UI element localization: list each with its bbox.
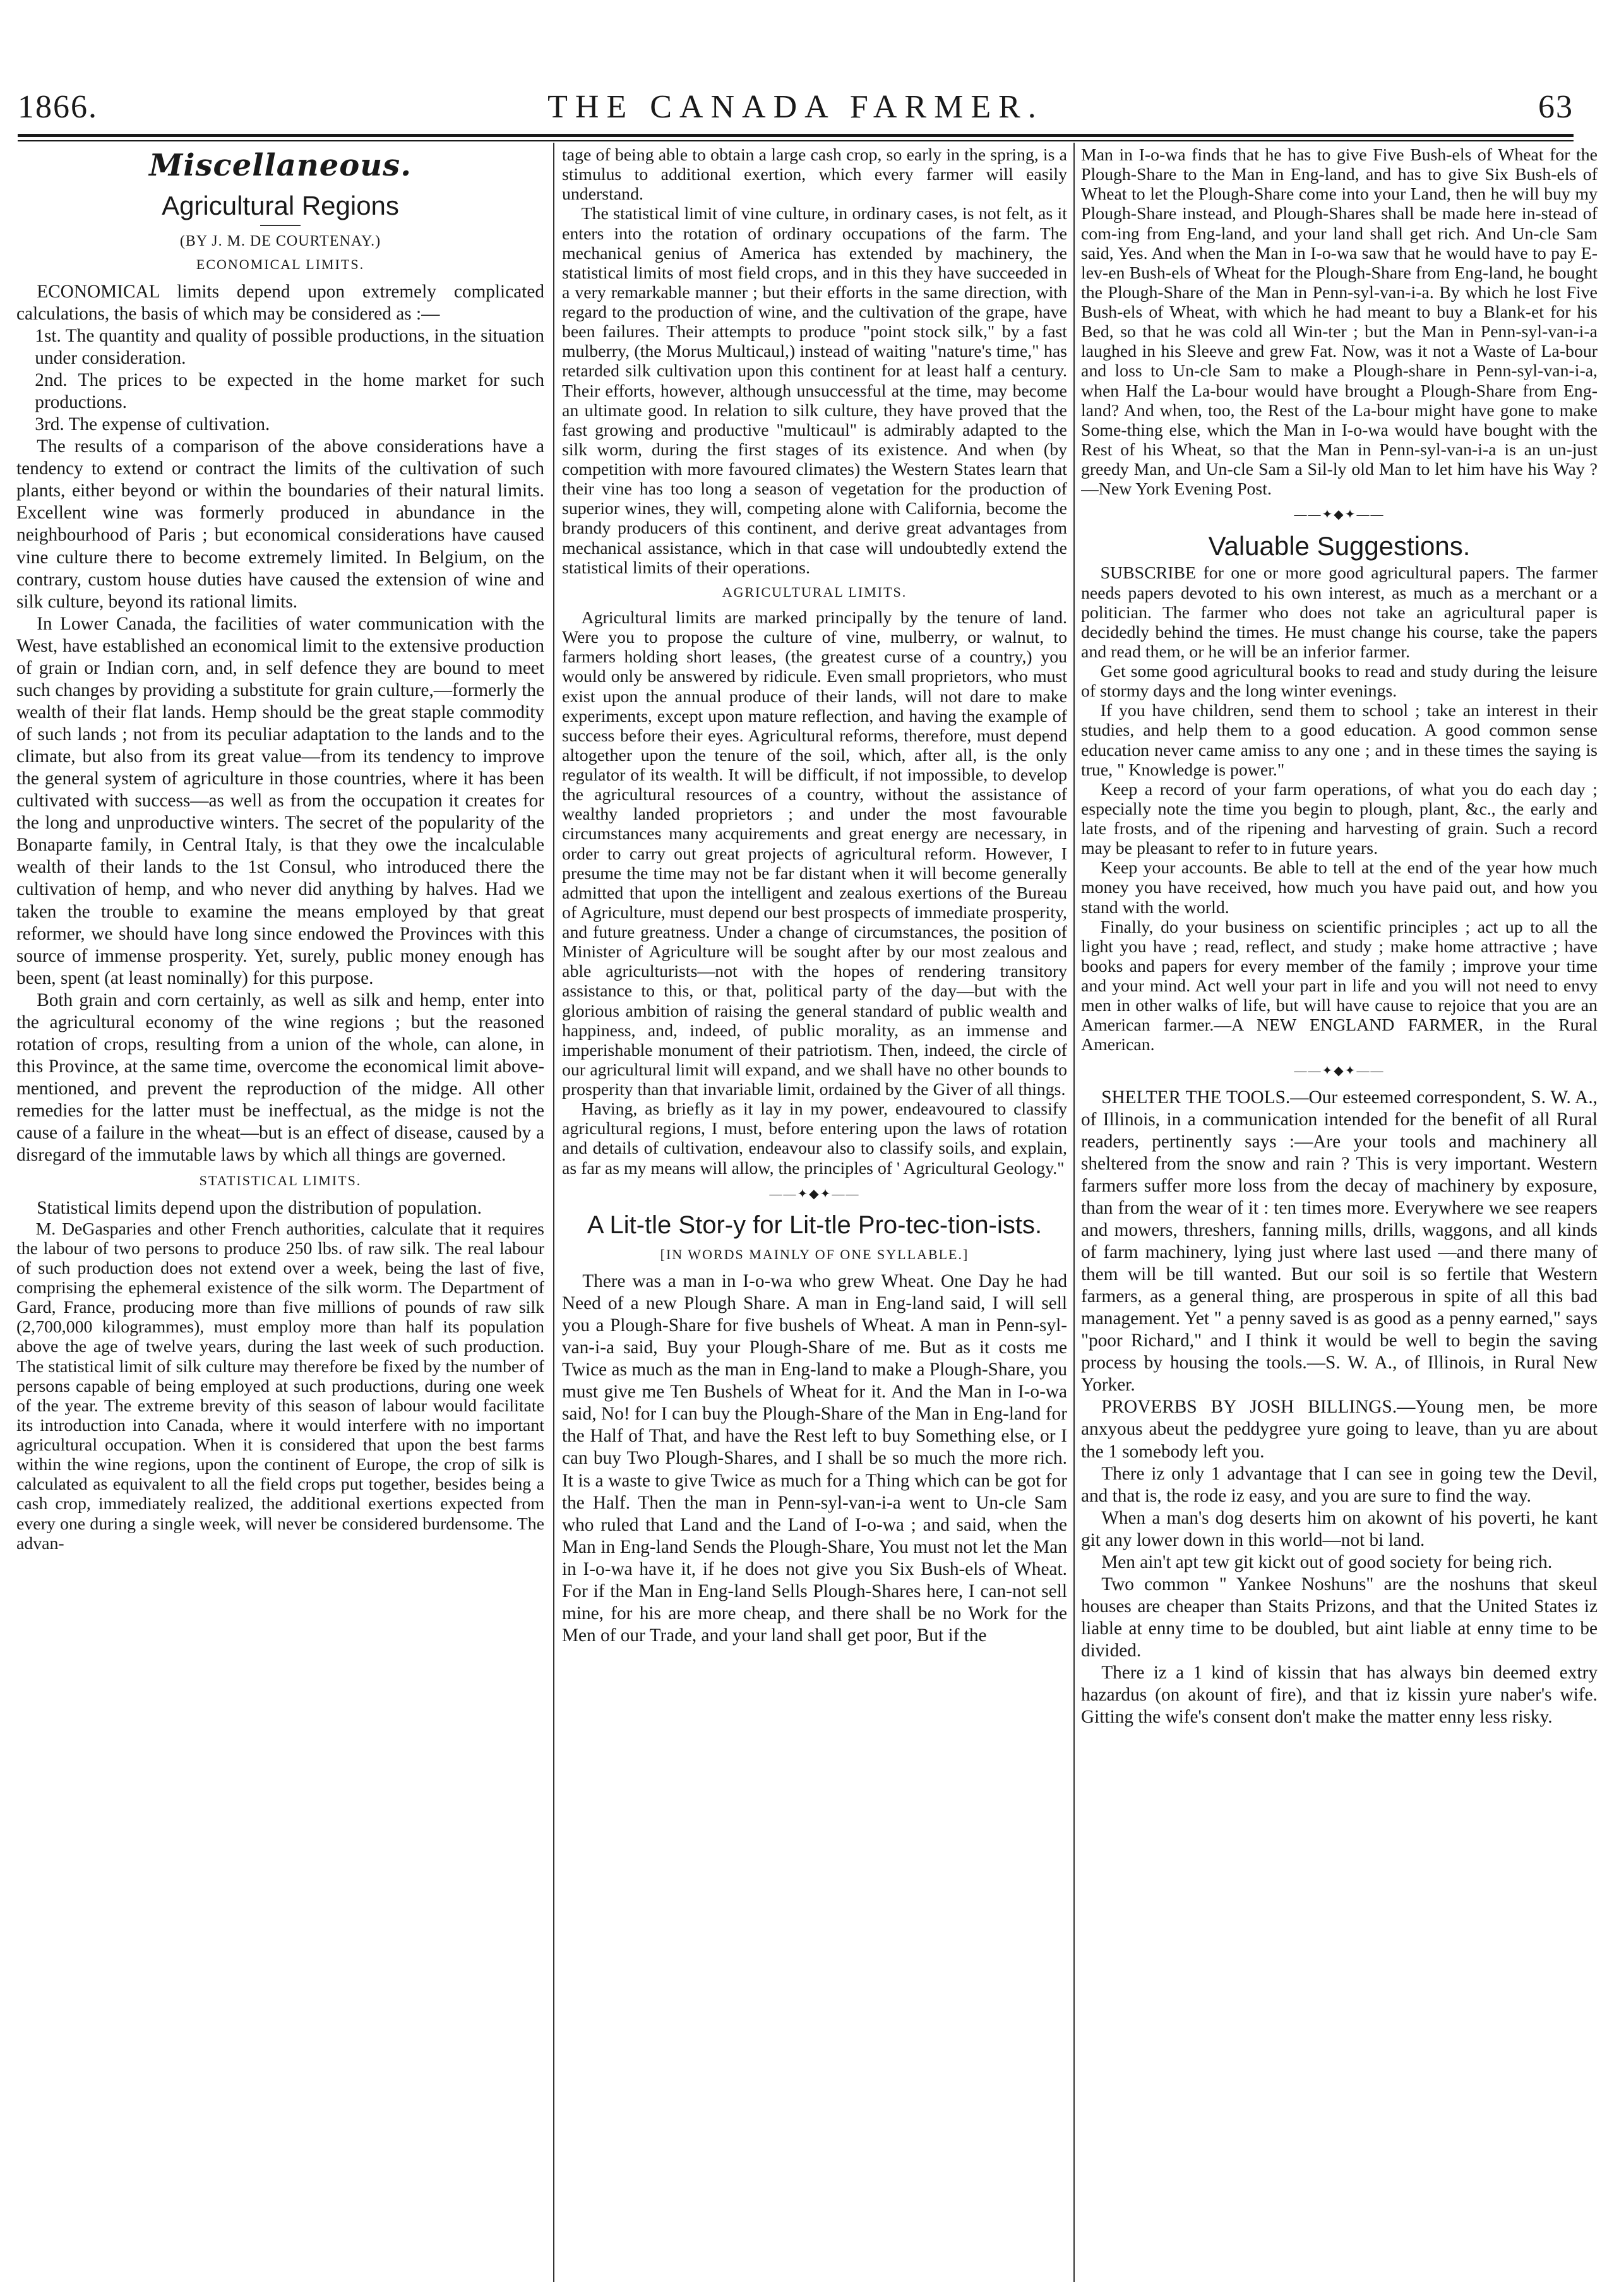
list-item: 2nd. The prices to be expected in the home market for such productions. [35, 370, 544, 413]
paragraph: Men ain't apt tew git kickt out of good society for being rich. [1101, 1552, 1553, 1572]
masthead [18, 81, 1574, 135]
paragraph: There iz a 1 kind of kissin that has always bin deemed extry hazardus (on akount of fire), and that iz kissin yure naber's wife. Gitting the wife's consent don't make the matter enny less risky. [1081, 1663, 1598, 1728]
paragraph: PROVERBS BY JOSH BILLINGS.—Young men, be more anxyous abeut the peddygree yure going to leave, than yu are about the 1 somebody left you. [1081, 1397, 1598, 1462]
issue-year: 1866. [18, 89, 98, 125]
story-subtitle: [IN WORDS MAINLY OF ONE SYLLABLE.] [660, 1246, 969, 1262]
paragraph: Keep a record of your farm operations, of what you do each day ; especially note the time you begin to plough, plant, &c., the early and late frosts, and of the ripening and harvesting of grain. Such a record may be pleasant to refer to in future years. [1081, 779, 1598, 859]
paragraph: SUBSCRIBE for one or more good agricultural papers. The farmer needs papers devoted to his own interest, as much as a merchant or a politician. The farmer who does not take an agricultural paper is decidedly behind the times. He must change his course, take the papers and read them, or he will be an inferior farmer. [1081, 563, 1598, 662]
article-title: Valuable Suggestions. [1208, 531, 1471, 561]
column-divider [1073, 143, 1075, 2282]
subhead-statistical-limits: STATISTICAL LIMITS. [199, 1173, 362, 1189]
column-1 [16, 145, 544, 2286]
paragraph: Keep your accounts. Be able to tell at the end of the year how much money you have received, how much you have paid out, and how you stand with the world. [1081, 858, 1598, 918]
article-byline: (BY J. M. DE COURTENAY.) [179, 232, 381, 249]
list-item: 1st. The quantity and quality of possible productions, in the situation under consideration. [35, 325, 544, 368]
page-number: 63 [1538, 89, 1574, 125]
paragraph: If you have children, send them to school ; take an interest in their studies, and help them to a good education. A good common sense education never came amiss to any one ; and in these times the saying is true, " Knowledge is power." [1081, 701, 1598, 780]
paragraph: In Lower Canada, the facilities of water communication with the West, have established an economical limit to the extensive production of grain or Indian corn, and, in self defence they are bound to meet such changes by providing a substitute for grain culture,—formerly the wealth of their flat lands. Hemp should be the great staple commodity of such lands ; not from its peculiar adaptation to the lands and to the climate, but also from its great value—from its tendency to improve the general system of agriculture in those countries, where it has been cultivated with success—as well as from the occupation it creates for the long and unproductive winters. The secret of the popularity of the Bonaparte family, in Central Italy, is that they owe the incalculable wealth of their lands to the 1st Consul, who introduced there the cultivation of hemp, and who never did anything by halves. Had we taken the trouble to examine the means employed by that great reformer, we should have long since endowed the Provinces with this source of immense prosperity. Yet, surely, public money enough has been, spent (at least nominally) for this purpose. [16, 613, 544, 988]
column-2 [562, 145, 1067, 2286]
article-title: Agricultural Regions [162, 191, 399, 221]
masthead-rule [18, 134, 1574, 137]
paragraph: tage of being able to obtain a large cash crop, so early in the spring, is a stimulus to additional exertion, which every farmer will easily understand. [562, 145, 1067, 205]
section-separator: ——✦◆✦—— [1294, 508, 1385, 522]
paragraph: There iz only 1 advantage that I can see in going tew the Devil, and that is, the rode iz easy, and you are sure to find the way. [1081, 1463, 1598, 1506]
column-divider [553, 143, 554, 2282]
title-rule [260, 225, 301, 226]
paragraph: Two common " Yankee Noshuns" are the noshuns that skeul houses are cheaper than Staits Prizons, and that the United States iz liable at enny time to be doubled, but aint liable at enny time to be divided. [1081, 1574, 1598, 1661]
masthead-rule-thin [18, 140, 1574, 141]
story-title: A Lit-tle Stor-y for Lit-tle Pro-tec-tion-ists. [587, 1211, 1042, 1239]
paragraph: There was a man in I-o-wa who grew Wheat. One Day he had Need of a new Plough Share. A man in Eng-land said, I will sell you a Plough-Share for five bushels of Wheat. A man in Penn-syl-van-i-a said, Buy your Plough-Share of me. But as it costs me Twice as much as the man in Eng-land to make a Plough-Share, you must give me Ten Bushels of Wheat for it. And the Man in I-o-wa said, No! for I can buy the Plough-Share of the Man in Eng-land for the Half of That, and have the Rest left to buy Something else, or I can buy Two Plough-Shares, and I shall be so much the more rich. It is a waste to give Twice as much for a Thing which can be got for the Half. Then the man in Penn-syl-van-i-a went to Un-cle Sam who ruled that Land and the Land of I-o-wa ; and said, when the Man in Eng-land Sends the Plough-Share, You must not let the Man in I-o-wa have it, if he does not give you Six Bush-els of Wheat. For if the Man in Eng-land Sells Plough-Shares here, I can-not sell mine, for his are more cheap, and there shall be no Work for the Men of our Trade, and your land shall get poor, But if the [562, 1271, 1067, 1646]
paragraph: ECONOMICAL limits depend upon extremely complicated calculations, the basis of which may be considered as :— [16, 281, 544, 324]
section-heading: Miscellaneous. [149, 148, 412, 183]
paragraph: When a man's dog deserts him on akownt of his poverti, he kant git any lower down in this world—not bi land. [1081, 1507, 1598, 1550]
section-separator: ——✦◆✦—— [769, 1187, 860, 1201]
paragraph: Get some good agricultural books to read and study during the leisure of stormy days and the long winter evenings. [1081, 662, 1598, 702]
paragraph: Agricultural limits are marked principally by the tenure of land. Were you to propose the culture of vine, mulberry, or walnut, to farmers holding short leases, (the greatest curse of a country,) you would only be answered by ridicule. Even small proprietors, who must exist upon the annual produce of their lands, will not dare to make experiments, except upon mature reflection, and having the example of success before their eyes. Agricultural reforms, therefore, must depend altogether upon the tenure of the soil, which, after all, is the only regulator of its wealth. It will be difficult, if not impossible, to develop the agricultural resources of a country, without the assistance of wealthy landed proprietors ; and under the most favourable circumstances many acquirements and great energy are necessary, in order to carry out great projects of agricultural reform. However, I presume the time may not be far distant when it will become generally admitted that upon the intelligent and zealous exertions of the Bureau of Agriculture, must depend our best prospects of immediate prosperity, and future greatness. Under a change of circumstances, the position of Minister of Agriculture will be sought after by our most zealous and able agriculturists—not with the hopes of rendering transitory assistance to this, or that, political party of the day—but with the glorious ambition of raising the general standard of public wealth and happiness, and, indeed, of public morality, as an immense and imperishable monument of their patriotism. Then, indeed, the circle of our agricultural limit will expand, and we shall have no other bounds to prosperity than that invariable limit, ordained by the Giver of all things. [562, 608, 1067, 1100]
list-item: 3rd. The expense of cultivation. [35, 414, 270, 435]
paragraph: SHELTER THE TOOLS.—Our esteemed correspondent, S. W. A., of Illinois, in a communication intended for the benefit of all Rural readers, pertinently says :—Are your tools and machinery all sheltered from the snow and rain ? This is very important. Western farmers suffer more loss from the decay of machinery by exposure, than from the wear of it : ten times more. Everywhere we see reapers and mowers, threshers, fanning mills, drills, waggons, and all kinds of farm machinery, lying just where last used —and there many of them will be till wanted. But our soil is so fertile that Western farmers, as a general thing, are prosperous in spite of all this bad management. Yet " a penny saved is as good as a penny earned," says "poor Richard," and I think it would be well to begin the saving process by housing the tools.—S. W. A., of Illinois, in Rural New Yorker. [1081, 1087, 1598, 1396]
paragraph: M. DeGasparies and other French authorities, calculate that it requires the labour of two persons to produce 250 lbs. of raw silk. The real labour of such production does not extend over a week, being the last of five, comprising the ephemeral existence of the silk worm. The Department of Gard, France, producing more than five millions of pounds of raw silk (2,700,000 kilogrammes), must employ more than half its population above the age of twelve years, during the last week of such production. The statistical limit of silk culture may therefore be fixed by the number of persons capable of being employed at such productions, during one week of the year. The extreme brevity of this season of labour would facilitate its introduction into Canada, where it would interfere with no important agricultural occupation. When it is considered that upon the best farms within the wine regions, upon the continent of Europe, the crop of silk is calculated as equivalent to all the field crops put together, besides being a cash crop, immediately realized, the additional exertions expected from every one during a single week, will never be considered burdensome. The advan- [16, 1219, 544, 1553]
paragraph: Having, as briefly as it lay in my power, endeavoured to classify agricultural regions, I must, before entering upon the laws of rotation and details of cultivation, endeavour also to classify soils, and explain, as far as my means will allow, the principles of ' Agricultural Geology." [562, 1099, 1067, 1178]
column-3 [1081, 145, 1598, 2286]
subhead-agricultural-limits: AGRICULTURAL LIMITS. [722, 583, 907, 600]
paragraph: Man in I-o-wa finds that he has to give Five Bush-els of Wheat for the Plough-Share to the Man in Eng-land, and has to give Six Bush-els of Wheat to let the Plough-Share come into your Land, then he will buy my Plough-Share instead, and Plough-Shares shall be made here in-stead of com-ing from Eng-land, and your land shall get rich. And Un-cle Sam said, Yes. And when the Man in I-o-wa saw that he would have to pay E-lev-en Bush-els of Wheat for the Plough-Share from Eng-land, he bought the Plough-Share of the Man in Penn-syl-van-i-a. By which he lost Five Bush-els of Wheat, with which he had meant to buy a Blank-et for his Bed, so that he was cold all Win-ter ; but the Man in Penn-syl-van-i-a laughed in his Sleeve and grew Fat. Now, was it not a Waste of La-bour and loss to Un-cle Sam to make a Plough-share in Penn-syl-van-i-a, when Half the La-bour would have brought a Plough-Share from Eng-land? And when, too, the Rest of the La-bour might have gone to make Some-thing else, which the Man in I-o-wa would have bought with the Rest of his Wheat, so that the Man in Penn-syl-van-i-a is an un-just greedy Man, and Un-cle Sam a Sil-ly old Man to let him have his Way ?—New York Evening Post. [1081, 145, 1598, 499]
paragraph: The statistical limit of vine culture, in ordinary cases, is not felt, as it enters into the rotation of ordinary occupations of the farm. The mechanical genius of America has extended by machinery, the statistical limits of most field crops, and in this they have succeeded in a very remarkable manner ; but their efforts in the same direction, with regard to the production of wine, and the cultivation of the grape, have been failures. Their attempts to produce "point stock silk," by a fast mulberry, (the Morus Multicaul,) instead of waiting "nature's time," has retarded silk cultivation upon this continent for at least half a century. Their efforts, however, although unsuccessful at the time, may become an ultimate good. In relation to silk culture, they have proved that the fast growing and productive "multicaul" is admirably adapted to the silk worm, during the first stages of its existence. And when (by competition with more favoured climates) the Western States learn that their vine has too long a season of vegetation for the production of superior wines, they will, competing alone with California, become the brandy producers of this continent, and derive great advantages from mechanical assistance, which in that case will undoubtedly extend the statistical limits of their operations. [562, 204, 1067, 578]
subhead-economical-limits: ECONOMICAL LIMITS. [196, 256, 365, 273]
paragraph: Statistical limits depend upon the distribution of population. [37, 1197, 482, 1218]
paragraph: The results of a comparison of the above considerations have a tendency to extend or contract the limits of the cultivation of such plants, either beyond or within the boundaries of their natural limits. Excellent wine was formerly produced in abundance in the neighbourhood of Paris ; but economical considerations have caused vine culture there to become extremely limited. In Belgium, on the contrary, custom house duties have caused the extension of wine and silk culture, beyond its rational limits. [16, 436, 544, 612]
publication-title: THE CANADA FARMER. [547, 89, 1044, 125]
paragraph: Both grain and corn certainly, as well as silk and hemp, enter into the agricultural economy of the wine regions ; but the reasoned rotation of crops, resulting from a union of the whole, can alone, in this Province, at the same time, overcome the economical limit above-mentioned, and prevent the reproduction of the midge. All other remedies for the latter must be ineffectual, as the midge is not the cause of a failure in the wheat—but is an effect of disease, caused by a disregard of the immutable laws by which all things are governed. [16, 990, 544, 1166]
section-separator: ——✦◆✦—— [1294, 1063, 1385, 1078]
paragraph: Finally, do your business on scientific principles ; act up to all the light you have ; read, reflect, and study ; make home attractive ; have books and papers for every member of the family ; improve your time and your mind. Act well your part in life and you will not need to envy men in other walks of life, but will have cause to rejoice that you are an American farmer.—A NEW ENGLAND FARMER, in the Rural American. [1081, 917, 1598, 1055]
